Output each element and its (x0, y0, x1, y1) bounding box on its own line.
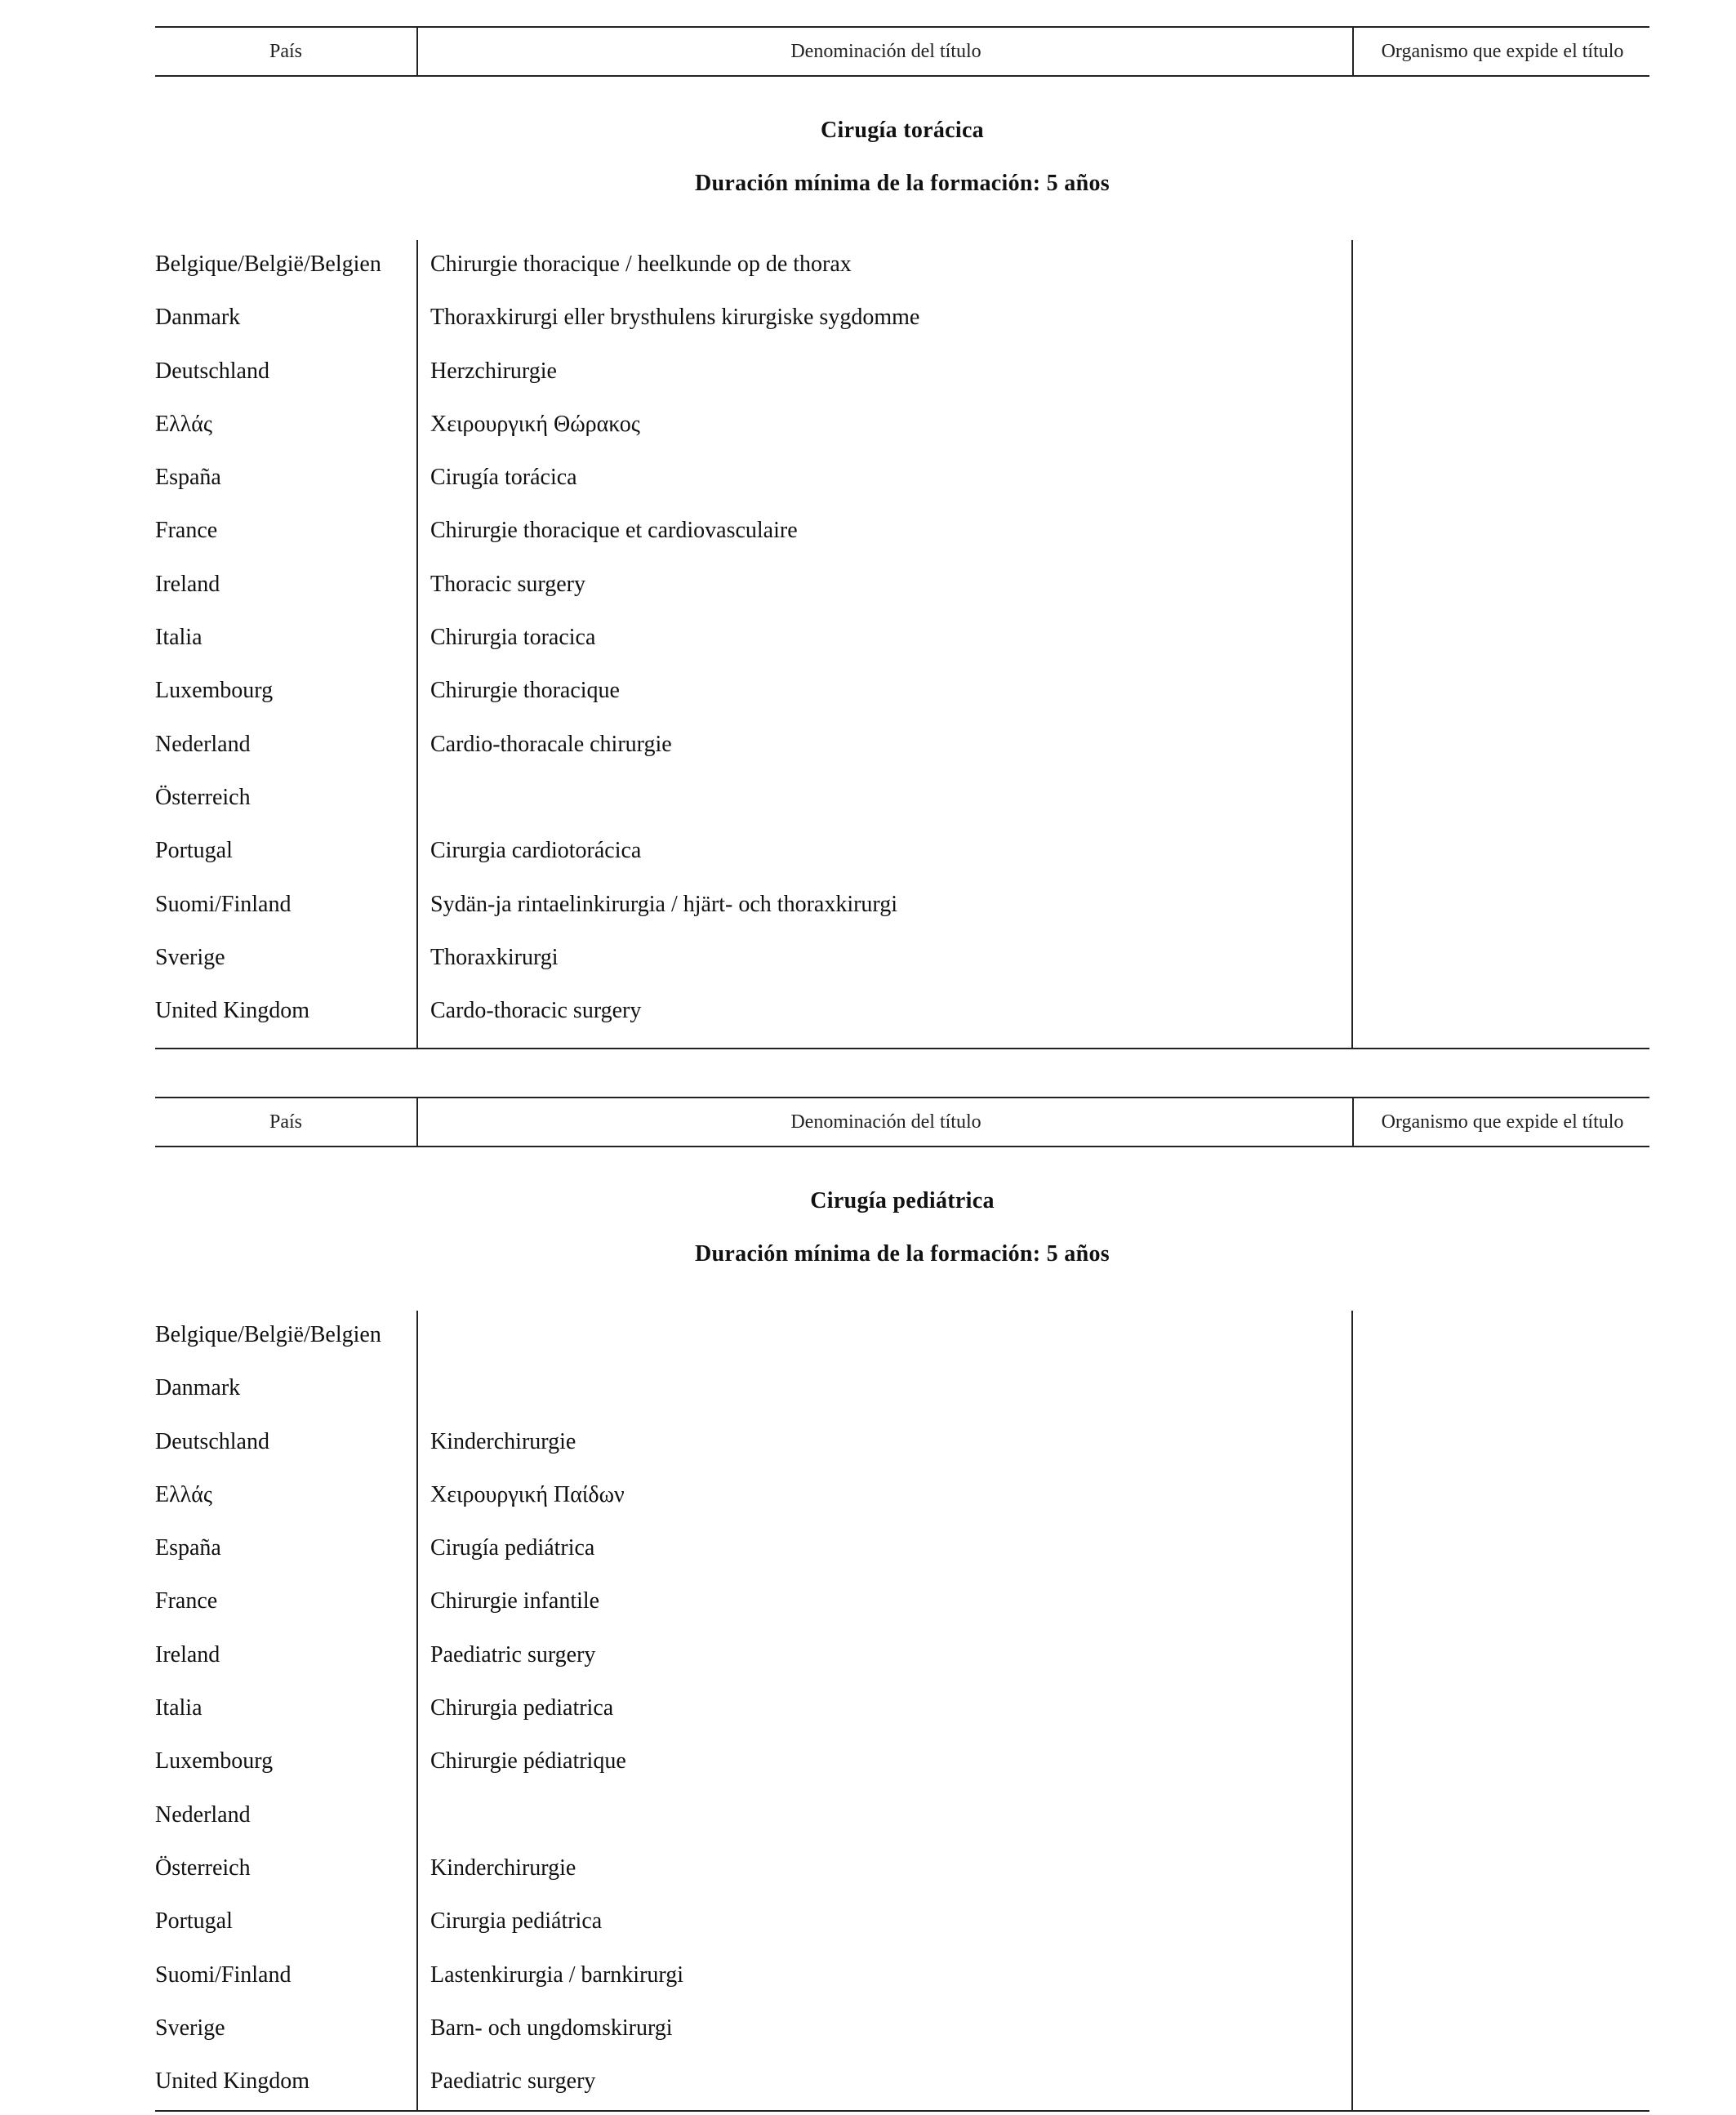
degree-cell: Lastenkirurgia / barnkirurgi (430, 1961, 683, 1988)
table-row (155, 826, 1649, 879)
section-heading (155, 1147, 1649, 1311)
degree-cell: Cardo-thoracic surgery (430, 998, 642, 1024)
country-cell: Portugal (155, 1908, 233, 1935)
section-title: Cirugía pediátrica (810, 1188, 995, 1213)
country-cell: Ireland (155, 571, 220, 597)
country-cell: Deutschland (155, 1428, 269, 1454)
country-cell: Belgique/België/Belgien (155, 252, 381, 277)
table-row (155, 506, 1649, 559)
country-cell: Sverige (155, 2015, 225, 2041)
table-row (155, 720, 1649, 773)
country-cell: Danmark (155, 305, 241, 331)
country-cell: Luxembourg (155, 1748, 274, 1774)
section-heading (155, 77, 1649, 240)
country-cell: United Kingdom (155, 998, 309, 1024)
degree-cell: Cirugía torácica (430, 465, 577, 491)
header-degree: Denominación del título (416, 28, 1354, 75)
degree-cell: Chirurgie thoracique et cardiovasculaire (430, 518, 798, 544)
degree-cell: Herzchirurgie (430, 358, 557, 384)
country-cell: España (155, 465, 221, 491)
degree-cell: Kinderchirurgie (430, 1428, 576, 1454)
table-row (155, 1951, 1649, 2004)
table-row (155, 1844, 1649, 1897)
degree-cell: Cirugía pediátrica (430, 1535, 595, 1561)
table-row (155, 240, 1649, 293)
country-cell: Ελλάς (155, 1481, 213, 1507)
degree-cell: Cirurgia cardiotorácica (430, 838, 642, 864)
header-country: País (269, 41, 302, 62)
table-row (155, 1897, 1649, 1950)
degree-cell: Paediatric surgery (430, 2068, 596, 2095)
country-cell: Österreich (155, 784, 251, 810)
degree-cell: Chirurgie pédiatrique (430, 1748, 626, 1774)
table-row (155, 2057, 1649, 2110)
header-degree: Denominación del título (416, 1098, 1354, 1146)
section-title: Cirugía torácica (821, 118, 984, 143)
header-issuer: Organismo que expide el título (1352, 1098, 1651, 1146)
country-cell: Italia (155, 625, 203, 651)
table-row (155, 1524, 1649, 1577)
section-subtitle: Duración mínima de la formación: 5 años (695, 1241, 1110, 1267)
country-cell: Luxembourg (155, 678, 274, 704)
table-row (155, 560, 1649, 613)
degree-cell: Sydän-ja rintaelinkirurgia / hjärt- och thoraxkirurgi (430, 891, 898, 917)
country-cell: Deutschland (155, 358, 269, 384)
country-cell: Portugal (155, 838, 233, 864)
table-body (155, 240, 1649, 1049)
table-row (155, 773, 1649, 826)
table-header (155, 1097, 1649, 1147)
country-cell: United Kingdom (155, 2068, 309, 2095)
table-row (155, 400, 1649, 453)
country-cell: Danmark (155, 1375, 241, 1401)
country-cell: Österreich (155, 1855, 251, 1881)
degree-table-thoracic (155, 26, 1649, 1049)
table-row (155, 1577, 1649, 1630)
country-cell: Belgique/België/Belgien (155, 1322, 381, 1347)
table-row (155, 613, 1649, 666)
country-cell: Ελλάς (155, 411, 213, 437)
degree-cell: Barn- och ungdomskirurgi (430, 2015, 673, 2041)
country-cell: España (155, 1535, 221, 1561)
country-cell: Nederland (155, 731, 251, 757)
degree-cell: Cardio-thoracale chirurgie (430, 731, 672, 757)
degree-cell: Χειρουργική Παίδων (430, 1481, 625, 1507)
table-row (155, 986, 1649, 1040)
degree-table-pediatric (155, 1097, 1649, 2112)
degree-cell: Χειρουργική Θώρακος (430, 411, 640, 437)
header-issuer: Organismo que expide el título (1352, 28, 1651, 75)
table-row (155, 1684, 1649, 1737)
table-row (155, 347, 1649, 400)
country-cell: Sverige (155, 944, 225, 970)
table-row (155, 293, 1649, 346)
table-row (155, 1418, 1649, 1471)
country-cell: Ireland (155, 1641, 220, 1668)
table-row (155, 933, 1649, 986)
table-row (155, 880, 1649, 933)
degree-cell: Chirurgie infantile (430, 1588, 600, 1614)
degree-cell: Cirurgia pediátrica (430, 1908, 603, 1935)
table-row (155, 453, 1649, 506)
degree-cell: Thoraxkirurgi eller brysthulens kirurgiske sygdomme (430, 305, 920, 331)
degree-cell: Kinderchirurgie (430, 1855, 576, 1881)
country-cell: Suomi/Finland (155, 891, 292, 917)
table-row (155, 1311, 1649, 1364)
country-cell: Suomi/Finland (155, 1961, 292, 1988)
country-cell: Nederland (155, 1801, 251, 1828)
degree-cell: Chirurgia pediatrica (430, 1695, 614, 1721)
degree-cell: Thoracic surgery (430, 571, 585, 597)
country-cell: France (155, 1588, 218, 1614)
header-country: País (269, 1111, 302, 1133)
table-row (155, 1737, 1649, 1790)
table-row (155, 2004, 1649, 2057)
table-row (155, 1791, 1649, 1844)
table-row (155, 666, 1649, 719)
degree-cell: Chirurgie thoracique / heelkunde op de thorax (430, 252, 852, 277)
degree-cell: Paediatric surgery (430, 1641, 596, 1668)
table-row (155, 1631, 1649, 1684)
country-cell: France (155, 518, 218, 544)
table-row (155, 1471, 1649, 1524)
table-header (155, 26, 1649, 77)
section-subtitle: Duración mínima de la formación: 5 años (695, 171, 1110, 196)
degree-cell: Chirurgia toracica (430, 625, 596, 651)
degree-cell: Thoraxkirurgi (430, 944, 559, 970)
table-row (155, 1364, 1649, 1417)
degree-cell: Chirurgie thoracique (430, 678, 620, 704)
country-cell: Italia (155, 1695, 203, 1721)
table-body (155, 1311, 1649, 2112)
